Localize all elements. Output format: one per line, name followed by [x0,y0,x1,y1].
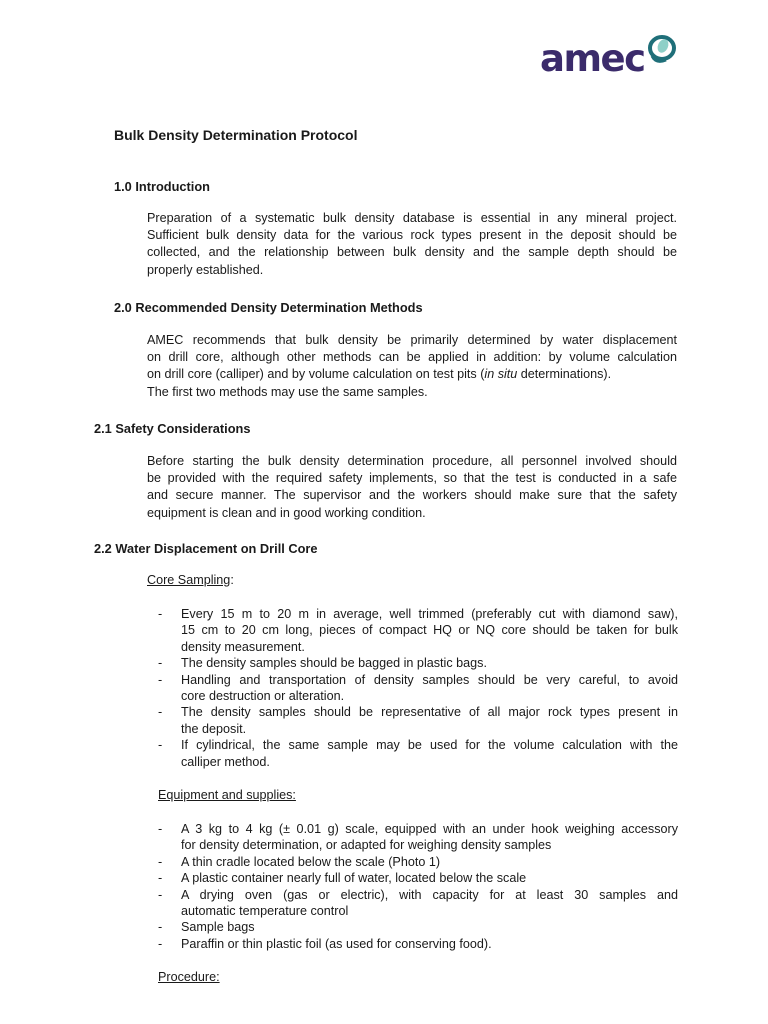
text-line: on drill core, although other methods can be applied in addition: by volume calculation [147,350,677,365]
list-item [158,887,678,920]
text-line: If cylindrical, the same sample may be used for the volume calculation with the [181,738,678,753]
core-sampling-text: Core Sampling [147,573,231,587]
bullet-dash: - [158,887,163,902]
heading-methods: 2.0 Recommended Density Determination Methods [114,300,423,315]
bullet-dash: - [158,672,163,687]
text-line: properly established. [147,262,264,277]
list-item [158,821,678,854]
text-line: A drying oven (gas or electric), with capacity for at least 30 samples and [181,887,678,902]
equipment-list [158,821,678,952]
text-line: Handling and transportation of density samples should be very careful, to avoid [181,672,678,687]
list-item [158,606,678,655]
heading-introduction: 1.0 Introduction [114,179,210,194]
bullet-dash: - [158,822,163,836]
document-title: Bulk Density Determination Protocol [114,127,358,143]
text-line: The density samples should be representative of all major rock types present in [181,705,678,720]
core-sampling-colon: : [230,573,234,587]
text-line: Every 15 m to 20 m in average, well trimmed (preferably cut with diamond saw), [181,607,678,621]
paragraph-methods [147,332,677,401]
list-item [158,704,678,737]
bullet-dash: - [158,705,163,720]
bullet-dash: - [158,607,163,621]
amec-logo [540,34,680,84]
text-line: Sample bags [181,920,255,935]
text-line: for density determination, or adapted for weighing density samples [181,838,552,853]
text-line: Paraffin or thin plastic foil (as used for conserving food). [181,936,492,951]
paragraph-introduction [147,210,677,279]
text-line-mixed [147,366,677,383]
text-line: automatic temperature control [181,904,349,919]
core-sampling-list [158,606,678,770]
text-segment: on drill core (calliper) and by volume calculation on test pits ( [147,367,485,382]
list-item [158,737,678,770]
logo-wordmark: amec [540,37,645,80]
text-line: core destruction or alteration. [181,689,345,704]
text-line: density measurement. [181,639,305,654]
procedure-label: Procedure: [158,970,220,984]
heading-safety: 2.1 Safety Considerations [94,421,251,436]
text-line: calliper method. [181,754,270,769]
bullet-dash: - [158,920,163,935]
list-item [158,870,678,886]
core-sampling-label [147,573,234,587]
equipment-label: Equipment and supplies: [158,788,296,802]
bullet-dash: - [158,854,163,869]
text-line: AMEC recommends that bulk density be primarily determined by water displacement [147,333,677,347]
bullet-dash: - [158,871,163,886]
text-line: the deposit. [181,721,247,736]
text-line: and secure manner. The supervisor and the workers should make sure that the safety [147,488,677,503]
bullet-dash: - [158,936,163,951]
list-item [158,919,678,935]
text-line: Before starting the bulk density determination procedure, all personnel involved should [147,454,677,468]
italic-term: in situ [484,367,518,382]
text-line: A 3 kg to 4 kg (± 0.01 g) scale, equipped with an under hook weighing accessory [181,822,678,836]
list-item [158,655,678,671]
text-line: The first two methods may use the same samples. [147,384,428,399]
text-line: 15 cm to 20 cm long, pieces of compact HQ or NQ core should be taken for bulk [181,623,678,638]
list-item [158,672,678,705]
text-line: equipment is clean and in good working condition. [147,505,426,520]
paragraph-safety [147,453,677,522]
text-segment: determinations). [517,367,612,382]
text-line: collected, and the relationship between bulk density and the sample depth should be [147,245,677,260]
heading-water-displacement: 2.2 Water Displacement on Drill Core [94,541,318,556]
text-line: Preparation of a systematic bulk density database is essential in any mineral project. [147,211,677,225]
logo-swirl-icon [646,34,678,78]
bullet-dash: - [158,738,163,753]
text-line: The density samples should be bagged in plastic bags. [181,656,487,671]
list-item [158,936,678,952]
bullet-dash: - [158,656,163,671]
text-line: be provided with the required safety implements, so that the test is conducted in a safe [147,471,677,486]
text-line: A plastic container nearly full of water, located below the scale [181,871,527,886]
text-line: Sufficient bulk density data for the various rock types present in the deposit should be [147,228,677,243]
text-line: A thin cradle located below the scale (Photo 1) [181,854,441,869]
list-item [158,854,678,870]
